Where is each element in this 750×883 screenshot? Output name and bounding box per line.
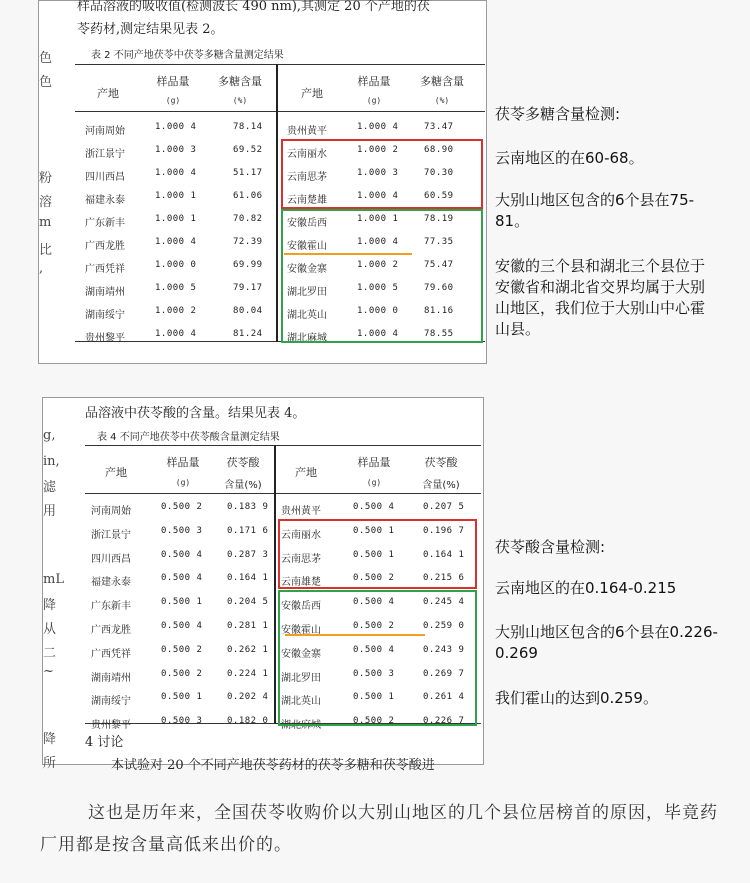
margin-fragment: 溶 xyxy=(39,195,53,210)
note-polysaccharide-title: 茯苓多糖含量检测: xyxy=(495,105,621,123)
table-cell-place: 湖北麻城 xyxy=(287,333,327,344)
note-acid-dabieshan: 大别山地区包含的6个县在0.226-0.269 xyxy=(495,623,718,662)
table-cell-place: 云南丽水 xyxy=(281,529,321,541)
margin-fragment: 色 xyxy=(39,75,53,90)
table-cell-value: 78.14 xyxy=(233,122,263,132)
table-cell-place: 云南思茅 xyxy=(281,553,321,565)
table-cell-value: 70.82 xyxy=(233,214,263,224)
table-cell-value: 0.196 7 xyxy=(423,525,465,536)
header-place: 产地 xyxy=(295,466,317,479)
table-cell-value: 0.171 6 xyxy=(227,525,269,536)
table-cell-place: 湖北英山 xyxy=(281,696,321,708)
header-sample: 样品量 xyxy=(357,75,391,88)
table-cell-place: 四川西昌 xyxy=(85,172,125,183)
table-cell-place: 安徽金寨 xyxy=(287,264,327,275)
table-cell-sample: 0.500 2 xyxy=(353,621,395,631)
table-cell-place: 湖南靖州 xyxy=(91,672,131,684)
margin-fragment: 降 xyxy=(43,732,57,747)
top-sentence-line1: 样品溶液的吸收值(检测波长 490 nm),其测定 20 个产地的茯 xyxy=(77,0,430,14)
table-cell-sample: 1.000 4 xyxy=(155,329,197,339)
table-cell-place: 湖南绥宁 xyxy=(85,310,125,321)
margin-fragment: mL xyxy=(43,572,64,587)
table-cell-place: 广西凭祥 xyxy=(85,264,125,275)
table4-scan xyxy=(42,397,484,773)
table-cell-place: 四川西昌 xyxy=(91,553,131,565)
table-cell-value: 0.259 0 xyxy=(423,621,465,631)
table-cell-sample: 1.000 0 xyxy=(155,260,197,270)
table-caption: 表 4 不同产地茯苓中茯苓酸含量测定结果 xyxy=(97,432,280,443)
yunnan-highlight-box xyxy=(281,139,483,209)
table-cell-place: 广东新丰 xyxy=(91,601,131,613)
table-cell-place: 贵州黄平 xyxy=(281,506,321,517)
table-cell-value: 0.287 3 xyxy=(227,549,269,560)
table-cell-sample: 0.500 2 xyxy=(353,716,395,727)
section-heading: 4 讨论 xyxy=(85,735,124,750)
table-cell-place: 湖北麻城 xyxy=(281,720,321,732)
table-cell-value: 81.16 xyxy=(424,306,454,316)
table-cell-value: 80.04 xyxy=(233,306,263,316)
table-cell-value: 75.47 xyxy=(424,260,454,270)
table-cell-place: 贵州黄平 xyxy=(287,126,327,137)
header-sample: 样品量 xyxy=(357,456,391,469)
margin-fragment: 色 xyxy=(39,51,53,66)
note-polysaccharide-yunnan: 云南地区的在60-68。 xyxy=(495,149,644,167)
table-cell-place: 湖北英山 xyxy=(287,310,327,321)
margin-fragment: 粉 xyxy=(39,171,53,186)
table-cell-sample: 1.000 1 xyxy=(155,191,197,201)
table-cell-value: 79.60 xyxy=(424,283,454,293)
table-cell-value: 0.226 7 xyxy=(423,716,465,727)
table-cell-place: 浙江景宁 xyxy=(91,529,131,541)
margin-fragment: in, xyxy=(43,454,60,469)
table-cell-place: 广西凭祥 xyxy=(91,648,131,660)
table-cell-value: 0.183 9 xyxy=(227,502,269,512)
note-acid-huoshan: 我们霍山的达到0.259。 xyxy=(495,689,658,707)
table-cell-value: 0.224 1 xyxy=(227,668,269,679)
table-header-rule xyxy=(85,493,481,494)
table-cell-value: 81.24 xyxy=(233,329,263,339)
table-cell-sample: 1.000 5 xyxy=(357,283,399,293)
table-cell-value: 0.207 5 xyxy=(423,502,465,512)
top-sentence-line2: 苓药材,测定结果见表 2。 xyxy=(77,22,224,37)
table-cell-place: 广东新丰 xyxy=(85,218,125,229)
header-place: 产地 xyxy=(301,87,323,100)
table-cell-value: 0.164 1 xyxy=(227,573,269,584)
table-cell-sample: 1.000 4 xyxy=(357,122,399,132)
table-cell-place: 安徽岳西 xyxy=(287,218,327,229)
table-cell-value: 68.90 xyxy=(424,145,454,155)
header-content-line1: 茯苓酸 xyxy=(424,456,458,469)
table-cell-place: 安徽霍山 xyxy=(281,625,321,636)
table-cell-sample: 0.500 2 xyxy=(161,668,203,679)
table-cell-sample: 1.000 1 xyxy=(155,214,197,224)
table-top-rule xyxy=(75,64,485,65)
header-content-line2: 含量(%) xyxy=(422,480,460,491)
table-cell-value: 0.243 9 xyxy=(423,644,465,655)
margin-fragment: 用 xyxy=(43,504,57,519)
table-cell-value: 79.17 xyxy=(233,283,263,293)
header-sample: 样品量 xyxy=(166,456,200,469)
header-sample-unit: (g) xyxy=(165,96,181,105)
table-cell-value: 60.59 xyxy=(424,191,454,201)
table-cell-value: 72.39 xyxy=(233,237,263,247)
table-cell-sample: 1.000 2 xyxy=(155,306,197,316)
margin-fragment: 降 xyxy=(43,598,57,613)
footer-text: 这也是历年来，全国茯苓收购价以大别山地区的几个县位居榜首的原因，毕竟药厂用都是按含量高低来出价的。 xyxy=(40,803,718,855)
header-sample-unit: (g) xyxy=(366,96,382,105)
table-center-divider xyxy=(276,64,278,342)
table-cell-place: 广西龙胜 xyxy=(85,241,125,252)
header-place: 产地 xyxy=(97,87,119,100)
header-content: 多糖含量 xyxy=(218,75,262,88)
huoshan-underline xyxy=(284,253,412,255)
table-cell-sample: 1.000 3 xyxy=(357,168,399,178)
header-sample-unit: (g) xyxy=(175,478,191,487)
table-cell-sample: 0.500 1 xyxy=(161,597,203,608)
table-cell-place: 广西龙胜 xyxy=(91,625,131,636)
table-cell-sample: 1.000 4 xyxy=(155,122,197,132)
header-sample-unit: (g) xyxy=(366,478,382,487)
top-sentence: 品溶液中茯苓酸的含量。结果见表 4。 xyxy=(85,406,306,421)
table-cell-value: 0.261 4 xyxy=(423,692,465,703)
margin-fragment: 比 xyxy=(39,243,53,258)
table-header-rule xyxy=(75,111,485,112)
note-polysaccharide-huoshan: 安徽的三个县和湖北三个县位于安徽省和湖北省交界均属于大别山地区，我们位于大别山中心霍山县。 xyxy=(495,257,706,338)
table-cell-value: 0.182 0 xyxy=(227,716,269,727)
table-cell-value: 77.35 xyxy=(424,237,454,247)
note-acid-title: 茯苓酸含量检测: xyxy=(495,538,606,556)
table-cell-value: 78.19 xyxy=(424,214,454,224)
margin-fragment: g, xyxy=(43,428,56,443)
header-content-line1: 茯苓酸 xyxy=(226,456,260,469)
table-cell-place: 云南思茅 xyxy=(287,172,327,183)
yunnan-highlight-box xyxy=(278,519,477,589)
table-cell-value: 70.30 xyxy=(424,168,454,178)
table-cell-sample: 0.500 4 xyxy=(161,549,203,560)
table-cell-value: 61.06 xyxy=(233,191,263,201)
margin-fragment: 所 xyxy=(43,756,57,771)
table-cell-sample: 1.000 5 xyxy=(155,283,197,293)
table-cell-sample: 1.000 4 xyxy=(357,329,399,339)
table-cell-sample: 0.500 1 xyxy=(353,549,395,560)
table-cell-sample: 0.500 2 xyxy=(161,502,203,512)
table-cell-sample: 0.500 1 xyxy=(353,692,395,703)
table-cell-value: 69.99 xyxy=(233,260,263,270)
table-cell-place: 湖北罗田 xyxy=(287,287,327,298)
table-cell-sample: 0.500 4 xyxy=(353,644,395,655)
table-cell-sample: 1.000 4 xyxy=(155,237,197,247)
table-cell-place: 安徽金寨 xyxy=(281,648,321,660)
margin-fragment: 从 xyxy=(43,622,57,637)
table-cell-place: 湖南靖州 xyxy=(85,287,125,298)
table-cell-place: 云南雄楚 xyxy=(281,577,321,589)
table-cell-value: 0.204 5 xyxy=(227,597,269,608)
table-cell-sample: 1.000 4 xyxy=(155,168,197,178)
table-cell-value: 0.202 4 xyxy=(227,692,269,703)
table-cell-value: 73.47 xyxy=(424,122,454,132)
margin-fragment: 二 xyxy=(43,646,57,661)
margin-fragment: ~ xyxy=(43,664,54,679)
table-cell-sample: 1.000 2 xyxy=(357,145,399,155)
table-cell-place: 安徽岳西 xyxy=(281,601,321,613)
table-cell-place: 贵州黎平 xyxy=(91,720,131,732)
table-cell-sample: 0.500 1 xyxy=(161,692,203,703)
table-cell-sample: 0.500 3 xyxy=(161,525,203,536)
footer-paragraph xyxy=(40,797,720,861)
table-cell-sample: 0.500 2 xyxy=(161,644,203,655)
table-cell-value: 0.215 6 xyxy=(423,573,465,584)
table-cell-sample: 1.000 1 xyxy=(357,214,399,224)
table-cell-place: 云南楚雄 xyxy=(287,195,327,206)
table-cell-value: 69.52 xyxy=(233,145,263,155)
table-cell-place: 安徽霍山 xyxy=(287,241,327,252)
table-cell-value: 0.164 1 xyxy=(423,549,465,560)
dabieshan-highlight-box xyxy=(281,209,483,343)
header-content-unit: (%) xyxy=(434,96,450,105)
table-cell-value: 0.262 1 xyxy=(227,644,269,655)
table-cell-sample: 1.000 3 xyxy=(155,145,197,155)
table-cell-sample: 0.500 4 xyxy=(353,502,395,512)
table-cell-place: 云南丽水 xyxy=(287,149,327,160)
table-cell-value: 78.55 xyxy=(424,329,454,339)
table-cell-sample: 1.000 4 xyxy=(357,237,399,247)
table-cell-place: 贵州黎平 xyxy=(85,333,125,344)
huoshan-underline xyxy=(285,634,425,636)
table-caption: 表 2 不同产地茯苓中茯苓多糖含量测定结果 xyxy=(91,50,284,61)
table-cell-sample: 0.500 4 xyxy=(353,597,395,608)
table-cell-value: 0.281 1 xyxy=(227,621,269,631)
table-center-divider xyxy=(274,445,276,724)
table2-scan xyxy=(38,0,487,364)
table-cell-sample: 0.500 3 xyxy=(353,668,395,679)
margin-fragment: , xyxy=(39,261,44,276)
margin-fragment: m xyxy=(39,215,52,230)
table-cell-place: 湖南绥宁 xyxy=(91,696,131,708)
header-content: 多糖含量 xyxy=(420,75,464,88)
table-cell-place: 河南周始 xyxy=(91,506,131,517)
table-cell-place: 河南周始 xyxy=(85,126,125,137)
table-cell-sample: 0.500 3 xyxy=(161,716,203,727)
table-cell-sample: 0.500 2 xyxy=(353,573,395,584)
table-cell-place: 湖北罗田 xyxy=(281,672,321,684)
table-cell-place: 浙江景宁 xyxy=(85,149,125,160)
dabieshan-highlight-box xyxy=(278,590,477,726)
table-cell-place: 福建永泰 xyxy=(85,195,125,206)
table-cell-value: 51.17 xyxy=(233,168,263,178)
table-cell-sample: 1.000 2 xyxy=(357,260,399,270)
note-acid-yunnan: 云南地区的在0.164-0.215 xyxy=(495,579,677,597)
header-sample: 样品量 xyxy=(156,75,190,88)
table-cell-sample: 0.500 1 xyxy=(353,525,395,536)
header-place: 产地 xyxy=(105,466,127,479)
table-top-rule xyxy=(85,445,481,446)
table-cell-sample: 1.000 4 xyxy=(357,191,399,201)
note-polysaccharide-dabieshan: 大别山地区包含的6个县在75-81。 xyxy=(495,191,695,230)
table-cell-sample: 0.500 4 xyxy=(161,573,203,584)
table-cell-sample: 0.500 4 xyxy=(161,621,203,631)
header-content-line2: 含量(%) xyxy=(224,480,262,491)
margin-fragment: 滤 xyxy=(43,480,57,495)
table-cell-value: 0.269 7 xyxy=(423,668,465,679)
header-content-unit: (%) xyxy=(232,96,248,105)
table-cell-sample: 1.000 0 xyxy=(357,306,399,316)
table-cell-place: 福建永泰 xyxy=(91,577,131,589)
table-cell-value: 0.245 4 xyxy=(423,597,465,608)
bottom-sentence: 本试验对 20 个不同产地茯苓药材的茯苓多糖和茯苓酸进 xyxy=(111,758,435,773)
